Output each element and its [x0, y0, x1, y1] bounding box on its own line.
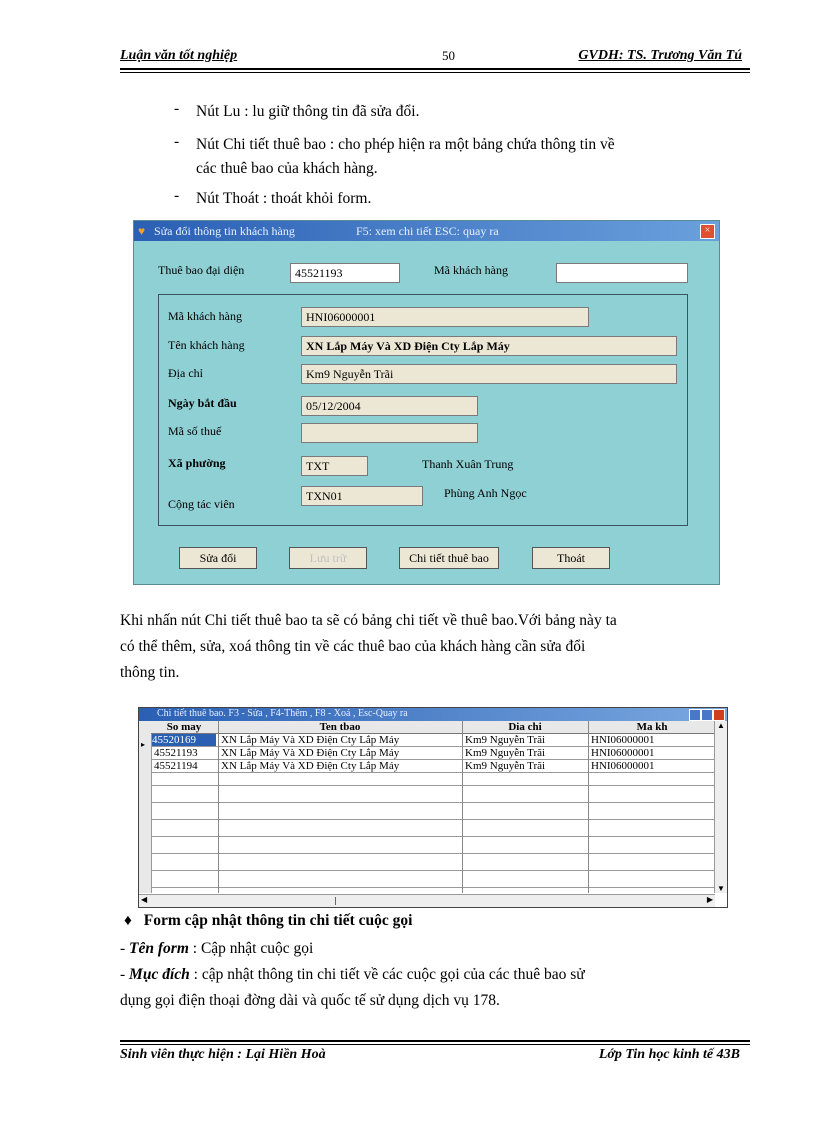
form-name-value: : Cập nhật cuộc gọi [188, 940, 314, 957]
bullet-detail-text-2: các thuê bao của khách hàng. [196, 160, 378, 177]
col-divider [218, 721, 219, 893]
current-row-icon: ▸ [141, 740, 146, 749]
header-advisor: GVDH: TS. Trương Văn Tú [578, 48, 742, 63]
dialog-hint: F5: xem chi tiết ESC: quay ra [356, 224, 499, 238]
vertical-scrollbar[interactable] [714, 721, 727, 893]
address-label: Địa chỉ [168, 366, 203, 380]
footer-student: Sinh viên thực hiện : Lại Hiền Hoà [120, 1047, 326, 1062]
cust-id-field[interactable]: HNI06000001 [301, 307, 589, 327]
bullet-detail-cont [196, 157, 378, 181]
subscriber-detail-grid [138, 707, 728, 908]
col-divider [588, 721, 589, 893]
empty-row [151, 858, 715, 871]
purpose-label: Mục đích [129, 966, 190, 983]
cell-address[interactable]: Km9 Nguyễn Trãi [465, 760, 546, 772]
cell-name[interactable]: XN Lắp Máy Và XD Điện Cty Lắp Máy [221, 760, 400, 772]
cell-address[interactable]: Km9 Nguyễn Trãi [465, 747, 546, 759]
table-row[interactable] [151, 747, 715, 760]
page-number: 50 [442, 48, 455, 63]
col-header-address[interactable]: Dia chi [508, 721, 542, 733]
cell-custid[interactable]: HNI06000001 [591, 747, 655, 759]
ward-label: Xã phường [168, 456, 226, 470]
header-rule [120, 68, 750, 70]
empty-row [151, 773, 715, 786]
tax-code-field[interactable] [301, 423, 478, 443]
form-name-line [120, 936, 313, 962]
rep-label: Thuê bao đại diện [158, 263, 245, 277]
cell-custid[interactable]: HNI06000001 [591, 760, 655, 772]
table-row[interactable] [151, 734, 715, 747]
cell-name[interactable]: XN Lắp Máy Và XD Điện Cty Lắp Máy [221, 747, 400, 759]
col-divider [462, 721, 463, 893]
dialog-titlebar [134, 221, 719, 241]
col-header-phone[interactable]: So may [166, 721, 202, 733]
header-rule-thin [120, 72, 750, 73]
cell-custid[interactable]: HNI06000001 [591, 734, 655, 746]
grid-title: Chi tiết thuê bao. F3 - Sửa , F4-Thêm , F8 - Xoá , Esc-Quay ra [157, 708, 408, 719]
paragraph-line-3: thông tin. [120, 664, 180, 681]
bullet-detail: - Nút Chi tiết thuê bao : cho phép hiện ra một bảng chứa thông tin về [174, 133, 615, 153]
rep-input[interactable]: 45521193 [290, 263, 400, 283]
col-header-custid[interactable]: Ma kh [636, 721, 668, 733]
maximize-icon[interactable] [701, 709, 713, 721]
tax-code-label: Mã số thuế [168, 424, 222, 438]
cell-name[interactable]: XN Lắp Máy Và XD Điện Cty Lắp Máy [221, 734, 400, 746]
purpose-line-2: dụng gọi điện thoại đờng dài và quốc tế sử dụng dịch vụ 178. [120, 992, 500, 1009]
bullet-detail-text: Nút Chi tiết thuê bao : cho phép hiện ra một bảng chứa thông tin về [196, 136, 615, 153]
page-header [120, 48, 750, 68]
bullet-save-text: Nút Lu : lu giữ thông tin đã sửa đổi. [196, 103, 420, 120]
customer-edit-dialog [133, 220, 720, 585]
ward-field[interactable]: TXT [301, 456, 368, 476]
collaborator-field[interactable]: TXN01 [301, 486, 423, 506]
bullet-exit: - Nút Thoát : thoát khỏi form. [174, 187, 372, 207]
paragraph-line-2: có thể thêm, sửa, xoá thông tin về các thuê bao của khách hàng cần sửa đổi [120, 638, 586, 655]
horizontal-scrollbar[interactable] [139, 894, 715, 907]
empty-row [151, 841, 715, 854]
detail-button[interactable]: Chi tiết thuê bao [399, 547, 499, 569]
empty-row [151, 807, 715, 820]
header-thesis: Luận văn tốt nghiệp [120, 48, 238, 63]
scroll-up-icon[interactable]: ▲ [717, 721, 725, 730]
scroll-right-icon[interactable]: ▶ [706, 895, 713, 904]
dash: - [120, 940, 130, 957]
edit-button[interactable]: Sửa đổi [179, 547, 257, 569]
close-icon[interactable]: × [700, 224, 715, 239]
footer-class: Lớp Tin học kinh tế 43B [598, 1047, 740, 1062]
empty-row [151, 824, 715, 837]
exit-button[interactable]: Thoát [532, 547, 610, 569]
paragraph-line-1: Khi nhấn nút Chi tiết thuê bao ta sẽ có bảng chi tiết về thuê bao.Với bảng này ta [120, 612, 617, 629]
empty-row [151, 875, 715, 888]
purpose-line [120, 962, 740, 988]
cell-phone[interactable]: 45521193 [154, 747, 198, 759]
start-date-label: Ngày bắt đầu [168, 396, 237, 410]
form-name-label: Tên form [129, 940, 189, 957]
minimize-icon[interactable] [689, 709, 701, 721]
cell-phone[interactable]: 45521194 [154, 760, 198, 772]
cell-phone[interactable]: 45520169 [152, 734, 216, 746]
start-date-field[interactable]: 05/12/2004 [301, 396, 478, 416]
bullet-exit-text: Nút Thoát : thoát khỏi form. [196, 190, 372, 207]
close-icon[interactable] [713, 709, 725, 721]
bullet-save: - Nút Lu : lu giữ thông tin đã sửa đổi. [174, 100, 420, 120]
section-heading [124, 912, 412, 930]
section-title: Form cập nhật thông tin chi tiết cuộc gọi [143, 912, 413, 929]
collaborator-name: Phùng Anh Ngọc [444, 486, 527, 500]
collaborator-label: Cộng tác viên [168, 497, 235, 511]
cell-address[interactable]: Km9 Nguyễn Trãi [465, 734, 546, 746]
scroll-down-icon[interactable]: ▼ [717, 884, 725, 893]
col-header-name[interactable]: Ten tbao [319, 721, 361, 733]
footer-rule-thin [120, 1044, 750, 1045]
scroll-left-icon[interactable]: ◀ [141, 895, 148, 904]
ward-name: Thanh Xuân Trung [422, 457, 514, 471]
address-field[interactable]: Km9 Nguyễn Trãi [301, 364, 677, 384]
grid-header-row [151, 721, 715, 734]
diamond-bullet-icon: ♦ [124, 912, 132, 929]
purpose-text-1: : cập nhật thông tin chi tiết về các cuộc gọi của các thuê bao sử [189, 966, 585, 983]
table-row[interactable] [151, 760, 715, 773]
dash: - [120, 966, 130, 983]
empty-row [151, 790, 715, 803]
cust-id-top-input[interactable] [556, 263, 688, 283]
grid-titlebar [139, 708, 727, 721]
scroll-thumb[interactable] [335, 897, 336, 905]
app-icon: ♥ [138, 224, 146, 238]
cust-name-field[interactable]: XN Lắp Máy Và XD Điện Cty Lắp Máy [301, 336, 677, 356]
cust-id-label: Mã khách hàng [168, 309, 242, 323]
dialog-title: Sửa đổi thông tin khách hàng [154, 224, 295, 238]
cust-name-label: Tên khách hàng [168, 338, 245, 352]
cust-id-top-label: Mã khách hàng [434, 263, 508, 277]
footer-rule [120, 1040, 750, 1042]
save-button[interactable]: Lưu trữ [289, 547, 367, 569]
